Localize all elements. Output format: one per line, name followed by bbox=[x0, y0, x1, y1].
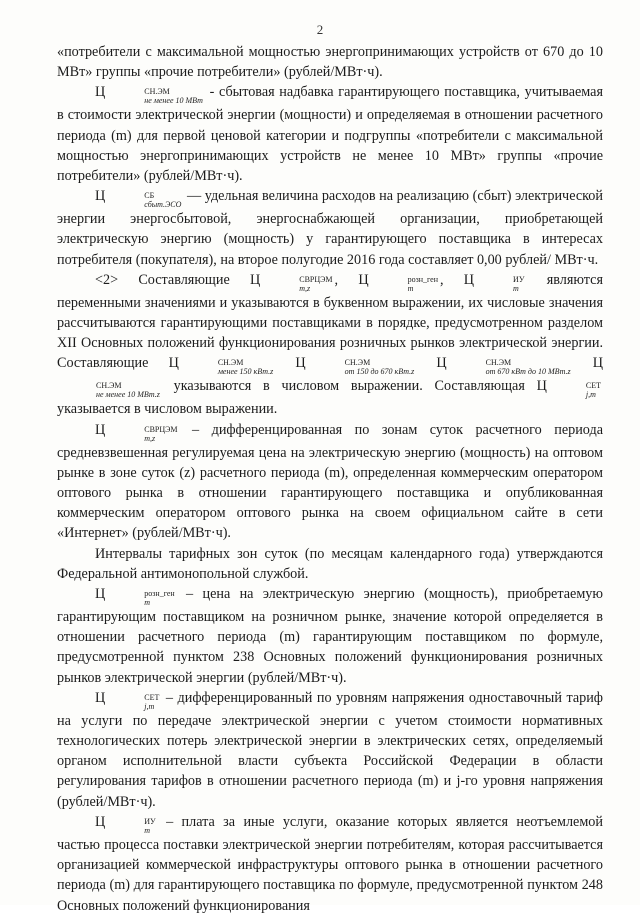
paragraph-5: Ц СВРЦЭМ m,z – дифференцированная по зонам суток расчетного периода средневзвешенная регулируемая цена на электрическую энергию (мощность) на оптовом рынке в зоне суток (z) расчетного периода (m), определенная коммерческим оператором оптового рынка в отношении гарантирующего поставщика и опубликованная коммерческим оператором оптового рынка на своем официальном сайте в сети «Интернет» (рублей/МВт·ч). bbox=[57, 421, 603, 542]
formula-indices: розн_ген m bbox=[144, 589, 175, 608]
formula-indices: СВРЦЭМ m,z bbox=[144, 424, 178, 443]
paragraph-note-2: <2> Составляющие Ц СВРЦЭМ m,z , Ц розн_ген m , Ц ИУ m являются переменными значениями и указываются в буквенном выражении, их числовые значения рассчитываются гарантирующими поставщиками в порядке, предусмотренном разделом XII Основных положений функционирования розничных рынков электрической энергии. Составляющие Ц СН.ЭМ менее 150 кВт.z Ц СН.ЭМ от 150 до 670 кВт.z Ц СН.ЭМ от 670 кВт до 10 МВт.z Ц СН.ЭМ не менее 10 МВт.z указываются в числовом выражении. Составляющая Ц СЕТ j,m указывается в числовом выражении. bbox=[57, 271, 603, 418]
paragraph-9: Ц ИУ m – плата за иные услуги, оказание которых является неотъемлемой частью процесса поставки электрической энергии потребителям, которая рассчитывается организацией коммерческой инфраструктуры оптового рынка в отношении расчетного периода (m) для гарантирующего поставщика по формуле, предусмотренной пунктом 248 Основных положений функционирования bbox=[57, 813, 603, 914]
paragraph-8: Ц СЕТ j,m – дифференцированный по уровням напряжения одноставочный тариф на услуги по передаче электрической энергии с учетом стоимости нормативных технологических потерь электрической энергии в электрических сетях, определяемый органом исполнительной власти субъекта Российской Федерации в области регулирования тарифов в отношении расчетного периода (m) и j-го уровня напряжения (рублей/МВт·ч). bbox=[57, 689, 603, 810]
paragraph-1: «потребители с максимальной мощностью энергопринимающих устройств от 670 до 10 МВт» группы «прочие потребители» (рублей/МВт·ч). bbox=[57, 44, 603, 81]
formula-indices: ИУ m bbox=[144, 816, 156, 835]
formula-indices: СН.ЭМ не менее 10 МВт bbox=[144, 87, 203, 106]
paragraph-2: Ц СН.ЭМ не менее 10 МВт - сбытовая надбавка гарантирующего поставщика, учитываемая в стоимости электрической энергии (мощности) и определяемая в отношении расчетного периода (m) для первой ценовой категории и подгруппы «потребители с максимальной мощностью энергопринимающих устройств не менее 10 МВт» группы «прочие потребители» (рублей/МВт·ч). bbox=[57, 84, 603, 185]
formula-indices: СЕТ j,m bbox=[144, 692, 160, 711]
formula-indices: СБ сбыт.ЭСО bbox=[144, 191, 182, 210]
paragraph-7: Ц розн_ген m – цена на электрическую энергию (мощность), приобретаемую гарантирующим поставщиком на розничном рынке, значение которой определяется в отношении расчетного периода (m) гарантирующим поставщиком по формуле, предусмотренной пунктом 238 Основных положений функционирования розничных рынков электрической энергии (рублей/МВт·ч). bbox=[57, 586, 603, 686]
paragraph-6: Интервалы тарифных зон суток (по месяцам календарного года) утверждаются Федеральной антимонопольной службой. bbox=[57, 545, 603, 582]
document-body bbox=[57, 42, 603, 916]
page-number: 2 bbox=[316, 22, 324, 37]
paragraph-3: Ц СБ сбыт.ЭСО — удельная величина расходов на реализацию (сбыт) электрической энергии энергосбытовой, энергоснабжающей организации, приобретающей электрическую энергию (мощность) у гарантирующего поставщика в интересах потребителя (покупателя), на второе полугодие 2016 года составляет 0,00 рублей/ МВт·ч. bbox=[57, 188, 603, 268]
